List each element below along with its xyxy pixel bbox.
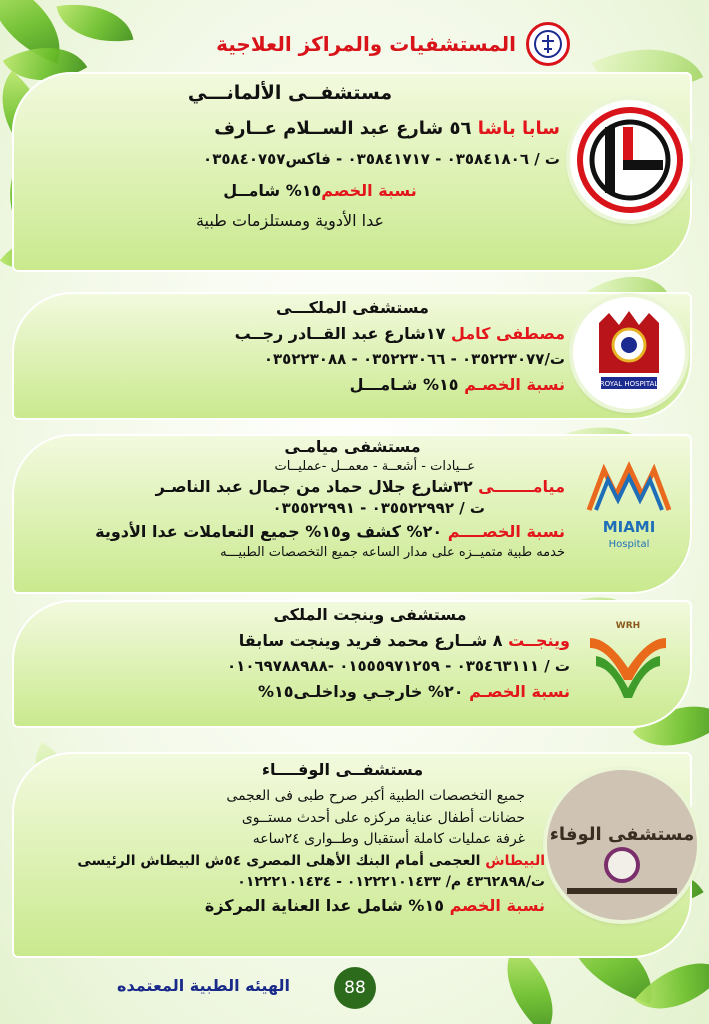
hospital-address: وينجــت ٨ شــارع محمد فريد وينجت سابقا (238, 631, 570, 650)
hospital-extra: خدمه طبية متميــزه على مدار الساعه جميع التخصصات الطبيـــه (220, 545, 565, 560)
german-hospital-text (20, 82, 560, 231)
miami-hospital-text (20, 437, 565, 561)
hospital-address: ميامـــــــى ٣٢شارع جلال حماد من جمال عبد الناصـر (155, 477, 565, 497)
svg-text:مستشفى الوفاء: مستشفى الوفاء (549, 824, 695, 845)
svg-text:Hospital: Hospital (608, 539, 650, 550)
miami-hospital-logo (573, 455, 685, 555)
alwafaa-hospital-text (20, 760, 545, 916)
hospital-address: البيطاش العجمى أمام البنك الأهلى المصرى ٥٤ش البيطاش الرئيسى (77, 852, 545, 869)
hospital-phones: ت/٠٣٥٢٢٣٠٧٧ - ٠٣٥٢٢٣٠٦٦ - ٠٣٥٢٢٣٠٨٨ (263, 350, 565, 368)
hospital-discount: نسبة الخصــــم ٢٠% كشف و١٥% جميع التعاملات عدا الأدوية (95, 522, 565, 541)
page-header (150, 22, 570, 66)
hospital-name: مستشفى ميامـى (284, 437, 421, 456)
hospital-description: حضانات أطفال عناية مركزه على أحدث مستــوى (241, 809, 525, 826)
hospital-address: سابا باشا ٥٦ شارع عبد الســلام عــارف (214, 117, 560, 139)
hospital-discount: نسبة الخصـم ١٥% شـامـــل (349, 374, 565, 394)
svg-text:WRH: WRH (615, 621, 641, 631)
hospital-name: مستشفــى الوفــــاء (261, 760, 424, 779)
leaf-decoration (57, 0, 134, 52)
royal-hospital-text (20, 298, 565, 395)
hospital-phones: ت / ٠٣٥٥٢٢٩٩٢ - ٠٣٥٥٢٢٩٩١ (272, 499, 485, 518)
hospital-discount: نسبة الخصـم ٢٠% خارجـي وداخلـى١٥% (257, 681, 570, 701)
wingate-hospital-text (20, 605, 570, 702)
hospital-name: مستشفى الملكـــى (276, 298, 429, 317)
hospital-description: غرفة عمليات كاملة أستقبال وطــوارى ٢٤ساعه (252, 831, 525, 847)
hospital-phones: ت/٤٣٦٢٨٩٨ م/ ٠١٢٢٢١٠١٤٣٣ - ٠١٢٢٢١٠١٤٣٤ (237, 874, 545, 890)
svg-text:ROYAL HOSPITAL: ROYAL HOSPITAL (599, 380, 659, 388)
german-hospital-logo (570, 100, 690, 220)
hospital-name: مستشفــى الألمانـــي (187, 82, 393, 104)
page-title: المستشفيات والمراكز العلاجية (216, 32, 516, 56)
hospital-discount: نسبة الخصم ١٥% شامل عدا العناية المركزة (204, 895, 545, 915)
hospital-name: مستشفى وينجت الملكى (273, 605, 467, 624)
footer-text: الهيئه الطبية المعتمده (117, 976, 290, 995)
hospital-discount: نسبة الخصم١٥% شامــل (223, 181, 417, 200)
hospital-phones: ت / ٠٣٥٨٤١٨٠٦ - ٠٣٥٨٤١٧١٧ - فاكس٠٣٥٨٤٠٧٥٧ (203, 150, 560, 169)
hospital-services: عــيادات - أشعــة - معمــل -عمليــات (274, 459, 475, 474)
hospital-description: جميع التخصصات الطبية أكبر صرح طبى فى العجمى (226, 788, 525, 804)
alwafaa-hospital-logo (547, 770, 697, 920)
hospital-extra: عدا الأدوية ومستلزمات طبية (195, 211, 385, 230)
hospital-address: مصطفى كامل ١٧شارع عبد القــادر رجــب (234, 324, 565, 343)
page-number: 88 (334, 967, 376, 1009)
svg-text:MIAMI: MIAMI (602, 518, 656, 536)
royal-hospital-logo (573, 297, 685, 409)
social-services-emblem-icon (526, 22, 570, 66)
hospital-phones: ت / ٠٣٥٤٦٣١١١ - ٠١٥٥٥٩٧١٢٥٩ -٠١٠٦٩٧٨٨٩٨٨ (227, 657, 570, 675)
wingate-hospital-logo (578, 608, 678, 708)
